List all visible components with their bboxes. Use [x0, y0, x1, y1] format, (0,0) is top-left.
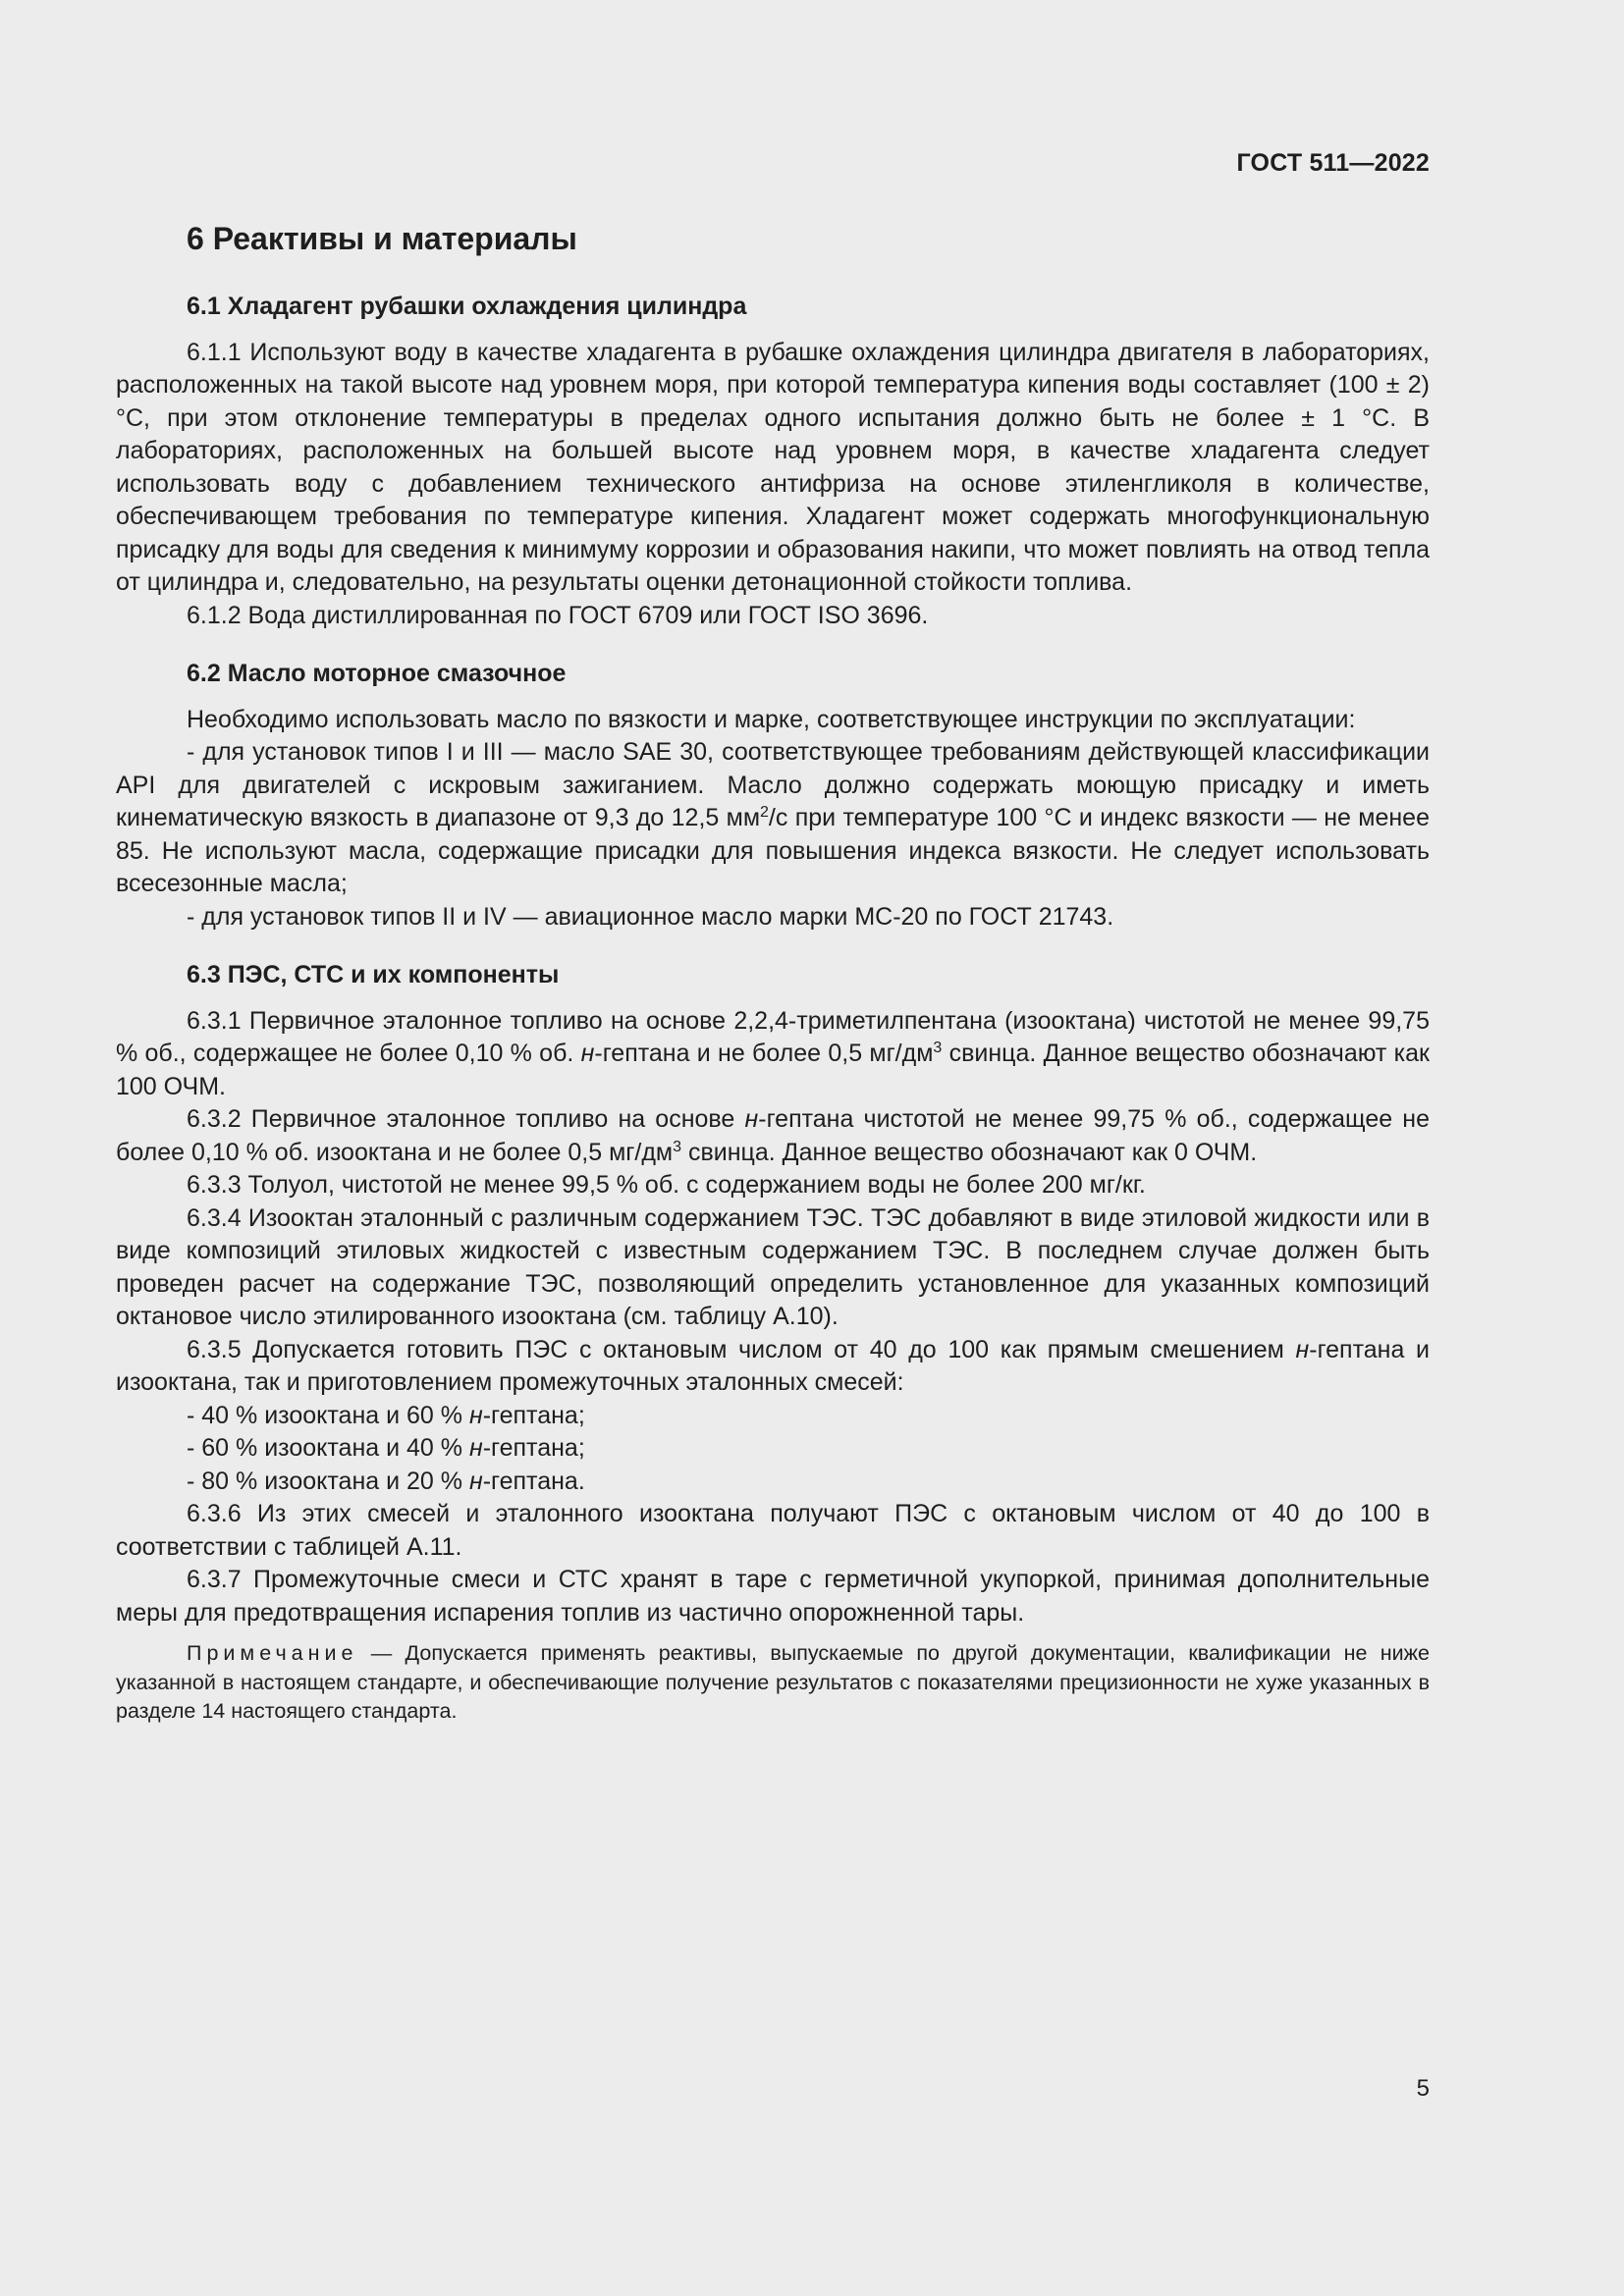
paragraph-6-3-5: [116, 1334, 1430, 1400]
text-run: -гептана и не более 0,5 мг/дм: [594, 1040, 934, 1068]
paragraph-6-1-1: 6.1.1 Используют воду в качестве хладагента в рубашке охлаждения цилиндра двигателя в лабораториях, расположенных на такой высоте над уровнем моря, при которой температура кипения воды составляет (100 ± 2) °С, при этом отклонение температуры в пределах одного испытания должно быть не более ± 1 °С. В лабораториях, расположенных на большей высоте над уровнем моря, в качестве хладагента следует использовать воду с добавлением технического антифриза на основе этиленгликоля в количестве, обеспечивающем требования по температуре кипения. Хладагент может содержать многофункциональную присадку для воды для сведения к минимуму коррозии и образования накипи, что может повлиять на отвод тепла от цилиндра и, следовательно, на результаты оценки детонационной стойкости топлива.: [116, 338, 1430, 597]
italic-text: н: [744, 1105, 759, 1134]
text-run: -гептана;: [482, 1434, 585, 1463]
paragraph-6-3-2: [116, 1103, 1430, 1169]
section-6-3: [116, 959, 1430, 1727]
paragraph-6-3-7: 6.3.7 Промежуточные смеси и СТС хранят в таре с герметичной укупоркой, принимая дополнительные меры для предотвращения испарения топлив из частично опорожненной тары.: [116, 1566, 1430, 1627]
italic-text: н: [580, 1040, 595, 1068]
section-6-1-title: 6.1 Хладагент рубашки охлаждения цилиндра: [187, 293, 747, 321]
section-6-2: [116, 658, 1430, 934]
text-run: свинца. Данное вещество обозначают как 0 ОЧМ.: [681, 1138, 1258, 1166]
superscript: 3: [933, 1040, 943, 1057]
paragraph-6-2-intro: Необходимо использовать масло по вязкости и марке, соответствующее инструкции по эксплуатации:: [187, 705, 1356, 733]
paragraph-6-1-2: 6.1.2 Вода дистиллированная по ГОСТ 6709 или ГОСТ ISO 3696.: [187, 601, 929, 629]
note: [116, 1639, 1430, 1727]
note-label: Примечание: [187, 1641, 358, 1666]
list-item-oil-types-1-3: [116, 736, 1430, 901]
text-run: 6.3.1 Первичное эталонное топливо на основе 2,2,4-триметилпентана (изооктана) чистотой не менее 99,75 % об., содержащее не более 0,10 % об.: [116, 1006, 1430, 1068]
text-run: - 40 % изооктана и 60 %: [187, 1401, 469, 1429]
paragraph-6-3-1: [116, 1005, 1430, 1104]
list-item-text: /с при температуре 100 °С и индекс вязкости — не менее 85. Не используют масла, содержащие присадки для повышения индекса вязкости. Не следует использовать всесезонные масла;: [116, 804, 1430, 898]
text-run: - 60 % изооктана и 40 %: [187, 1434, 469, 1463]
list-item-text: - для установок типов I и III — масло SAE 30, соответствующее требованиям действующей классификации API для двигателей с искровым зажиганием. Масло должно содержать моющую присадку и иметь кинематическую вязкость в диапазоне от 9,3 до 12,5 мм: [116, 738, 1430, 832]
list-item-mix-80-20: [116, 1466, 1430, 1499]
text-run: -гептана;: [482, 1401, 585, 1429]
list-item-mix-60-40: [116, 1432, 1430, 1466]
list-item-oil-types-2-4: - для установок типов II и IV — авиационное масло марки МС-20 по ГОСТ 21743.: [187, 902, 1114, 931]
document-page: [116, 0, 1430, 2296]
document-code-header: ГОСТ 511—2022: [1236, 149, 1430, 177]
section-6-2-title: 6.2 Масло моторное смазочное: [187, 660, 567, 688]
paragraph-6-3-3: 6.3.3 Толуол, чистотой не менее 99,5 % об. с содержанием воды не более 200 мг/кг.: [187, 1171, 1146, 1200]
italic-text: н: [1295, 1335, 1310, 1363]
italic-text: н: [468, 1401, 483, 1429]
section-6-3-title: 6.3 ПЭС, СТС и их компоненты: [187, 961, 560, 989]
superscript: 2: [760, 804, 769, 822]
italic-text: н: [468, 1434, 483, 1463]
text-run: -гептана чистотой не менее 99,75 % об., содержащее не более 0,10 % об. изооктана и не более 0,5 мг/дм: [116, 1105, 1430, 1166]
page-number: 5: [1416, 2075, 1430, 2102]
text-run: свинца. Данное вещество обозначают как 100 ОЧМ.: [116, 1040, 1430, 1100]
text-run: 6.3.2 Первичное эталонное топливо на основе: [187, 1105, 745, 1134]
section-6-1: [116, 291, 1430, 632]
list-item-mix-40-60: [116, 1400, 1430, 1433]
italic-text: н: [468, 1467, 483, 1495]
section-6-title: 6 Реактивы и материалы: [187, 221, 577, 256]
paragraph-6-3-4: 6.3.4 Изооктан эталонный с различным содержанием ТЭС. ТЭС добавляют в виде этиловой жидкости или в виде композиций этиловых жидкостей с известным содержанием ТЭС. В последнем случае должен быть проведен расчет на содержание ТЭС, позволяющий определить установленное для указанных композиций октановое число этилированного изооктана (см. таблицу А.10).: [116, 1203, 1430, 1331]
note-text: — Допускается применять реактивы, выпускаемые по другой документации, квалификации не ниже указанной в настоящем стандарте, и обеспечивающие получение результатов с показателями прецизионности не хуже указанных в разделе 14 настоящего стандарта.: [116, 1641, 1430, 1724]
text-run: 6.3.5 Допускается готовить ПЭС с октановым числом от 40 до 100 как прямым смешением: [187, 1335, 1296, 1363]
superscript: 3: [673, 1138, 682, 1155]
page-content: [116, 220, 1430, 1752]
text-run: - 80 % изооктана и 20 %: [187, 1467, 469, 1495]
text-run: -гептана.: [482, 1467, 585, 1495]
paragraph-6-3-6: 6.3.6 Из этих смесей и эталонного изооктана получают ПЭС с октановым числом от 40 до 100 в соответствии с таблицей А.11.: [116, 1500, 1430, 1561]
text-run: -гептана и изооктана, так и приготовлением промежуточных эталонных смесей:: [116, 1335, 1430, 1397]
